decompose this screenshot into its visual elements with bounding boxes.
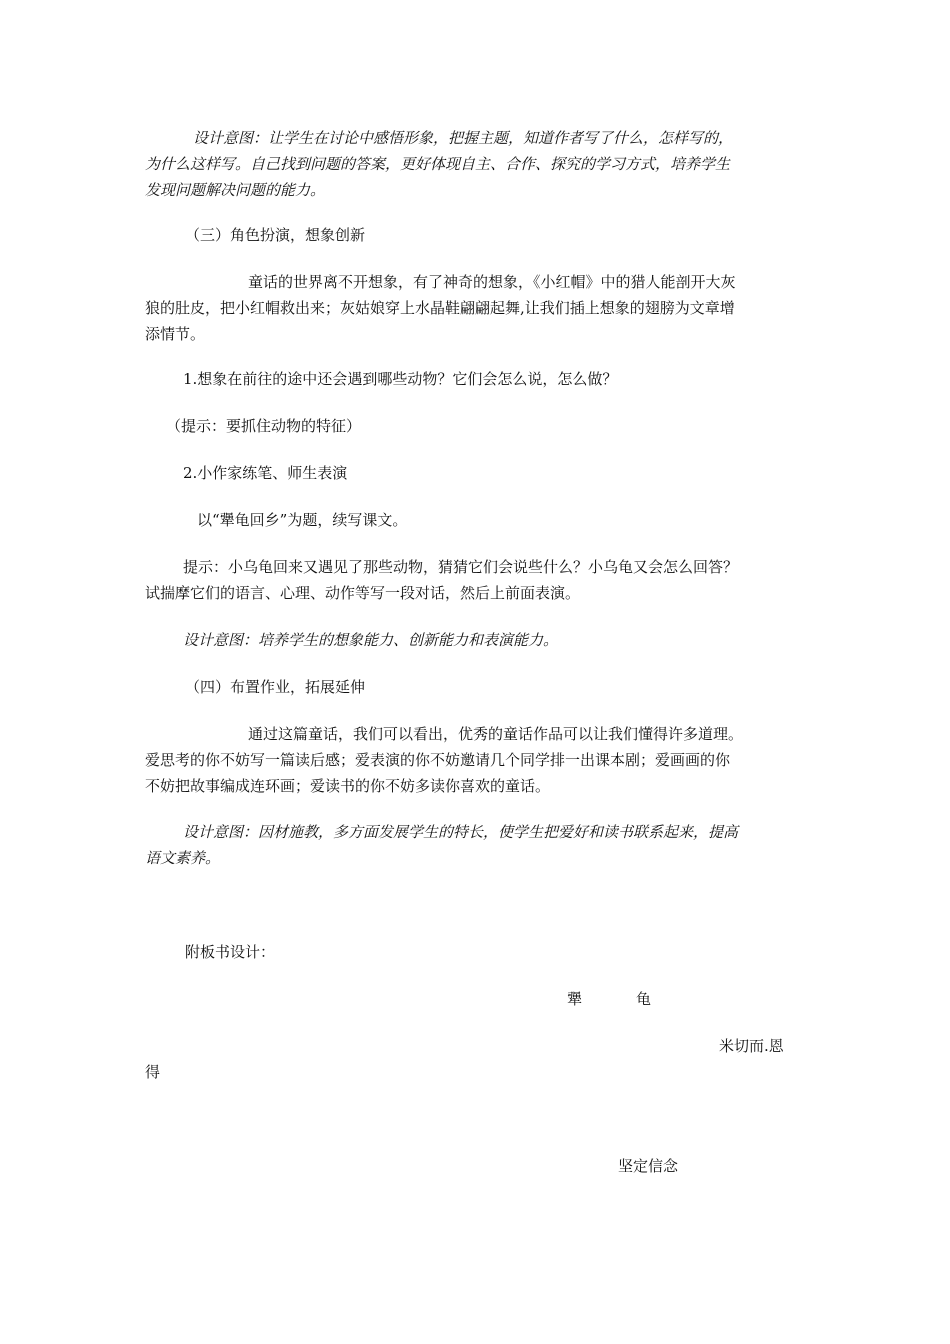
board-title-char-2: 龟	[636, 990, 652, 1008]
design-intent-2: 设计意图：培养学生的想象能力、创新能力和表演能力。	[183, 631, 559, 649]
design-intent-1-line-2: 为什么这样写。自己找到问题的答案，更好体现自主、合作、探究的学习方式，培养学生	[145, 155, 731, 173]
section-4-body-line-2: 爱思考的你不妨写一篇读后感；爱表演的你不妨邀请几个同学排一出课本剧；爱画画的你	[145, 751, 731, 769]
item-1-question: 1.想象在前往的途中还会遇到哪些动物？它们会怎么说，怎么做？	[183, 370, 618, 388]
design-intent-3-line-1: 设计意图：因材施教，多方面发展学生的特长，使学生把爱好和读书联系起来，提高	[183, 823, 739, 841]
section-3-heading: （三）角色扮演，想象创新	[185, 226, 366, 244]
design-intent-1-line-1: 设计意图：让学生在讨论中感悟形象，把握主题，知道作者写了什么，怎样写的，	[193, 129, 734, 147]
hint-1: （提示：要抓住动物的特征）	[166, 417, 362, 435]
board-title-char-1: 犟	[567, 990, 583, 1008]
design-intent-1-line-3: 发现问题解决问题的能力。	[145, 181, 326, 199]
board-bottom-text: 坚定信念	[618, 1157, 679, 1175]
section-3-intro-line-3: 添情节。	[145, 325, 206, 343]
section-4-body-line-1: 通过这篇童话，我们可以看出，优秀的童话作品可以让我们懂得许多道理。	[248, 725, 744, 743]
hint-2-line-2: 试揣摩它们的语言、心理、动作等写一段对话，然后上前面表演。	[145, 584, 581, 602]
design-intent-3-line-2: 语文素养。	[145, 849, 221, 867]
section-4-heading: （四）布置作业，拓展延伸	[185, 678, 366, 696]
section-3-intro-line-2: 狼的肚皮，把小红帽救出来；灰姑娘穿上水晶鞋翩翩起舞,让我们插上想象的翅膀为文章增	[145, 299, 735, 317]
item-2-heading: 2.小作家练笔、师生表演	[183, 464, 348, 482]
board-design-label: 附板书设计：	[185, 943, 276, 961]
section-4-body-line-3: 不妨把故事编成连环画；爱读书的你不妨多读你喜欢的童话。	[145, 777, 551, 795]
hint-2-line-1: 提示：小乌龟回来又遇见了那些动物，猜猜它们会说些什么？小乌龟又会怎么回答？	[183, 558, 739, 576]
board-right-text: 米切而.恩	[719, 1037, 784, 1055]
section-3-intro-line-1: 童话的世界离不开想象，有了神奇的想象，《小红帽》中的猎人能剖开大灰	[248, 273, 736, 291]
writing-task: 以“犟龟回乡”为题，续写课文。	[197, 511, 408, 529]
board-left-text: 得	[145, 1063, 161, 1081]
